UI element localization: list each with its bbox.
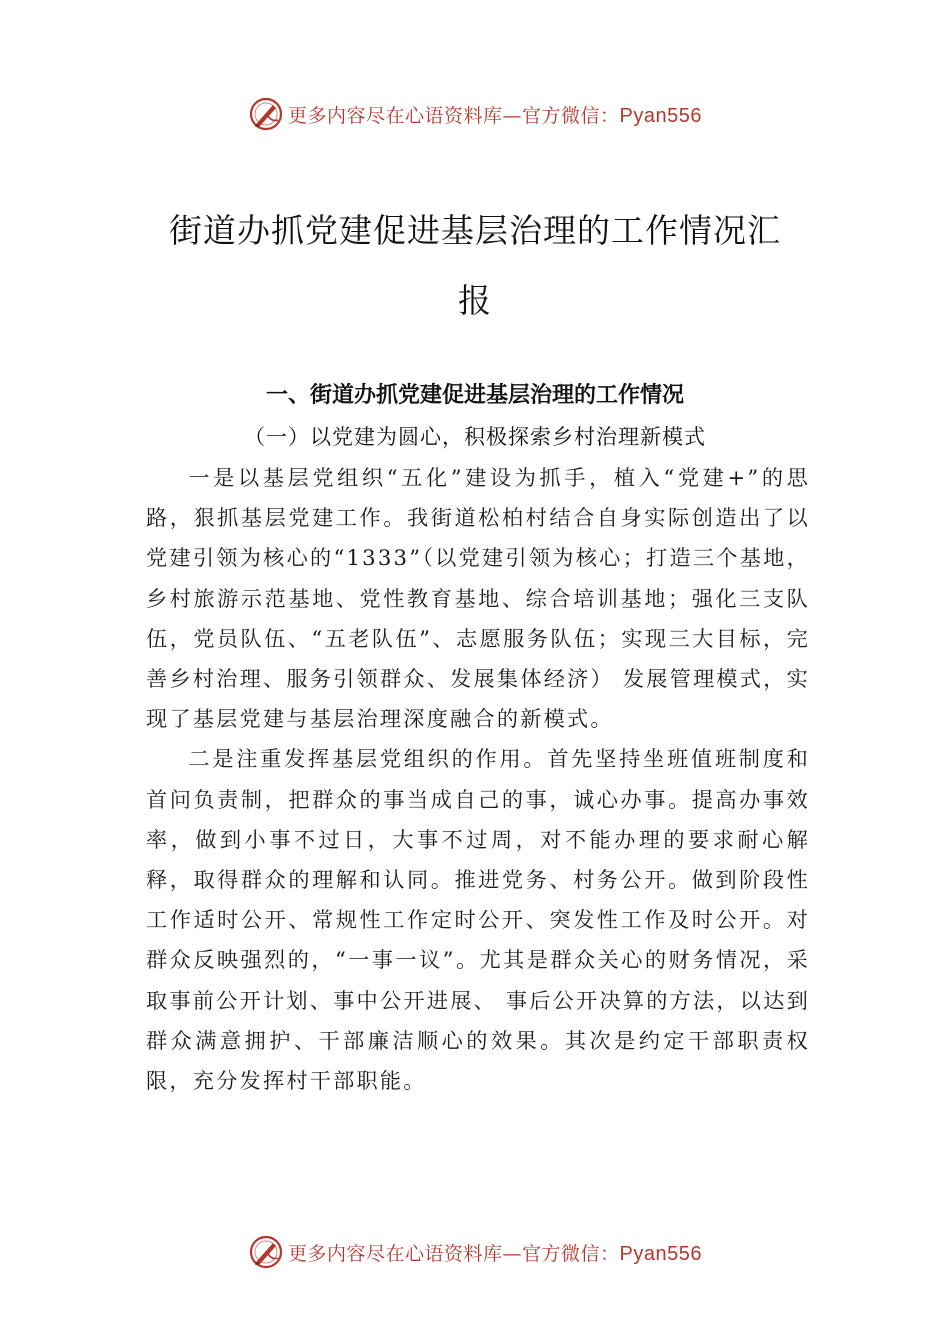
pen-seal-logo-icon [248, 1234, 284, 1270]
subsection-heading: （一）以党建为圆心，积极探索乡村治理新模式 [244, 425, 706, 449]
banner-slogan: 更多内容尽在心语资料库—官方微信： [288, 104, 620, 127]
banner-text [288, 101, 702, 128]
banner-text [288, 1239, 702, 1266]
document-title [140, 196, 810, 336]
section-heading: 一、街道办抓党建促进基层治理的工作情况 [265, 383, 684, 408]
header-banner [0, 94, 950, 134]
pen-seal-logo-icon [248, 96, 284, 132]
document-body [146, 458, 810, 1101]
banner-slogan: 更多内容尽在心语资料库—官方微信： [288, 1242, 620, 1265]
title-line-1: 街道办抓党建促进基层治理的工作情况汇 [169, 211, 781, 250]
title-line-2: 报 [458, 281, 492, 320]
banner-wechat-id: Pyan556 [619, 104, 702, 127]
footer-banner [0, 1232, 950, 1272]
banner-wechat-id: Pyan556 [619, 1242, 702, 1265]
body-paragraph: 一是以基层党组织“五化”建设为抓手，植入“党建+”的思路，狠抓基层党建工作。我街道松柏村结合自身实际创造出了以党建引领为核心的“1333”（以党建引领为核心；打造三个基地，乡村旅游示范基地、党性教育基地、综合培训基地；强化三支队伍，党员队伍、“五老队伍”、志愿服务队伍；实现三大目标，完善乡村治理、服务引领群众、发展集体经济） 发展管理模式，实现了基层党建与基层治理深度融合的新模式。 [146, 465, 810, 732]
body-paragraph: 二是注重发挥基层党组织的作用。首先坚持坐班值班制度和首问负责制，把群众的事当成自己的事，诚心办事。提高办事效率，做到小事不过日，大事不过周，对不能办理的要求耐心解释，取得群众的理解和认同。推进党务、村务公开。做到阶段性工作适时公开、常规性工作定时公开、突发性工作及时公开。对群众反映强烈的，“一事一议”。尤其是群众关心的财务情况，采取事前公开计划、事中公开进展、 事后公开决算的方法，以达到群众满意拥护、干部廉洁顺心的效果。其次是约定干部职责权限，充分发挥村干部职能。 [146, 746, 810, 1094]
